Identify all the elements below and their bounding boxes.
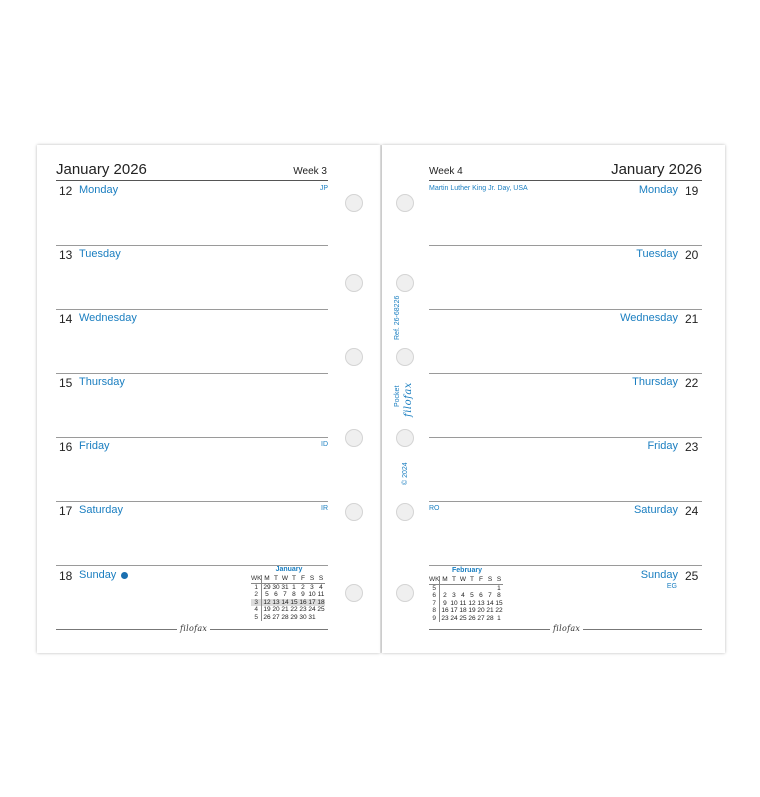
ring-hole <box>396 348 414 366</box>
day-name: Thursday <box>79 376 125 388</box>
mini-cal-cell: 30 <box>272 583 280 591</box>
day-name: Tuesday <box>79 248 121 260</box>
mini-cal-cell: 19 <box>468 607 476 614</box>
mini-cal-cell: 28 <box>486 614 494 622</box>
mini-cal-cell <box>467 584 476 592</box>
day-name: Monday <box>638 184 678 196</box>
mini-cal-cell: 25 <box>317 606 325 613</box>
mini-cal-cell: 5 <box>251 614 262 622</box>
day-divider <box>429 437 702 438</box>
mini-cal-cell: 16 <box>299 598 307 606</box>
mini-cal-cell: 6 <box>274 591 278 598</box>
mini-cal-header: WK <box>251 575 262 582</box>
mini-cal-cell: 31 <box>281 583 289 591</box>
mini-cal-cell: 24 <box>308 606 316 613</box>
ring-hole <box>345 584 363 602</box>
mini-cal-cell: 12 <box>263 598 271 606</box>
mini-cal-header: T <box>467 576 476 584</box>
day-divider <box>56 501 328 502</box>
mini-cal-cell: 18 <box>317 598 325 606</box>
mini-cal-cell: 22 <box>495 607 503 614</box>
mini-cal-cell: 12 <box>468 599 476 607</box>
day-name: Friday <box>647 440 678 452</box>
today-dot <box>121 572 128 579</box>
ring-hole <box>396 194 414 212</box>
spine-size: Pocket <box>394 385 401 407</box>
left-page <box>37 145 380 653</box>
day-number: 16 <box>59 440 73 454</box>
mini-cal-cell: 9 <box>429 615 440 623</box>
ring-hole <box>345 429 363 447</box>
mini-cal-cell: 5 <box>265 591 269 598</box>
mini-cal-cell: 8 <box>497 592 501 599</box>
header-rule <box>429 180 702 181</box>
mini-calendar-title: January <box>275 566 303 573</box>
mini-cal-header: WK <box>429 576 440 583</box>
mini-cal-cell: 24 <box>450 614 458 622</box>
day-divider <box>56 245 328 246</box>
day-name: Wednesday <box>79 312 137 324</box>
mini-cal-cell: 8 <box>429 607 440 615</box>
mini-cal-cell: 4 <box>461 592 465 599</box>
mini-cal-cell: 9 <box>443 599 447 607</box>
holiday-label: RO <box>429 505 440 512</box>
holiday-label: ID <box>321 441 328 448</box>
mini-cal-cell <box>316 614 325 622</box>
mini-cal-header: T <box>449 576 458 584</box>
mini-cal-header: S <box>316 575 325 583</box>
mini-cal-cell: 10 <box>308 591 316 598</box>
day-name: Monday <box>79 184 119 196</box>
mini-calendar <box>251 575 325 621</box>
mini-cal-cell <box>449 584 458 592</box>
ring-hole <box>396 584 414 602</box>
day-divider <box>429 245 702 246</box>
mini-cal-cell: 5 <box>470 592 474 599</box>
holiday-label: EG <box>666 583 677 590</box>
ring-hole <box>345 274 363 292</box>
mini-cal-cell: 20 <box>272 606 280 613</box>
day-divider <box>429 565 702 566</box>
day-number: 17 <box>59 504 73 518</box>
mini-cal-cell: 7 <box>429 600 440 608</box>
mini-cal-header: M <box>440 576 450 584</box>
mini-cal-cell: 27 <box>477 614 485 622</box>
mini-cal-cell: 30 <box>299 613 307 621</box>
mini-cal-header: M <box>262 575 272 583</box>
mini-cal-cell: 3 <box>251 599 262 607</box>
day-name: Sunday <box>79 569 117 581</box>
mini-cal-header: W <box>459 576 467 583</box>
month-title: January 2026 <box>611 161 702 178</box>
day-name: Saturday <box>633 504 678 516</box>
mini-cal-cell: 29 <box>290 613 298 621</box>
mini-cal-cell: 14 <box>486 599 494 607</box>
spine-logo: filofax <box>403 382 414 417</box>
mini-cal-cell: 13 <box>272 598 280 606</box>
ring-hole <box>396 429 414 447</box>
mini-cal-cell: 4 <box>251 606 262 614</box>
spine-ref: Ref. 26-68226 <box>394 295 401 340</box>
mini-cal-header: T <box>289 575 298 583</box>
mini-cal-cell: 17 <box>450 607 458 614</box>
mini-cal-cell: 7 <box>283 591 287 598</box>
mini-cal-cell: 3 <box>452 592 456 599</box>
mini-cal-cell: 1 <box>251 583 262 591</box>
mini-cal-cell: 19 <box>263 606 271 613</box>
holiday-label: IR <box>321 505 328 512</box>
mini-cal-cell: 20 <box>477 607 485 614</box>
mini-cal-cell: 23 <box>441 614 449 622</box>
mini-cal-cell: 3 <box>310 583 314 591</box>
mini-cal-cell: 27 <box>272 613 280 621</box>
header-rule <box>56 180 328 181</box>
mini-cal-cell: 2 <box>251 591 262 599</box>
mini-cal-header: F <box>298 575 307 583</box>
right-page <box>382 145 725 653</box>
ring-hole <box>396 503 414 521</box>
mini-calendar-title: February <box>452 567 482 574</box>
mini-cal-cell: 9 <box>301 591 305 598</box>
mini-cal-cell: 4 <box>319 583 323 591</box>
mini-cal-cell: 28 <box>281 613 289 621</box>
day-divider <box>429 309 702 310</box>
mini-cal-header: S <box>307 575 316 583</box>
mini-cal-cell: 22 <box>290 606 298 613</box>
week-label: Week 4 <box>429 166 463 177</box>
day-number: 14 <box>59 312 73 326</box>
mini-cal-header: S <box>485 576 494 584</box>
ring-hole <box>396 274 414 292</box>
mini-cal-cell: 6 <box>479 592 483 599</box>
mini-cal-cell: 23 <box>299 606 307 613</box>
mini-cal-cell: 29 <box>263 583 271 591</box>
mini-cal-cell <box>476 584 485 592</box>
footer-logo: filofax <box>550 624 583 633</box>
mini-cal-cell: 1 <box>497 584 501 592</box>
mini-cal-cell: 17 <box>308 598 316 606</box>
mini-cal-cell: 18 <box>459 607 467 614</box>
mini-cal-cell: 6 <box>429 592 440 600</box>
mini-cal-cell: 16 <box>441 607 449 614</box>
day-number: 24 <box>685 504 699 518</box>
holiday-label: JP <box>319 185 328 192</box>
day-name: Wednesday <box>620 312 678 324</box>
mini-cal-cell: 1 <box>292 583 296 591</box>
day-divider <box>56 373 328 374</box>
mini-calendar <box>429 576 503 622</box>
mini-cal-cell: 21 <box>486 607 494 614</box>
mini-cal-cell: 31 <box>308 613 316 621</box>
mini-cal-cell <box>485 584 494 592</box>
mini-cal-cell <box>440 584 450 592</box>
mini-cal-cell: 10 <box>450 599 458 607</box>
mini-cal-cell: 14 <box>281 598 289 606</box>
day-number: 13 <box>59 248 73 262</box>
day-number: 22 <box>685 376 699 390</box>
mini-cal-header: F <box>476 576 485 584</box>
day-number: 15 <box>59 376 73 390</box>
day-name: Sunday <box>640 569 678 581</box>
month-title: January 2026 <box>56 161 147 178</box>
mini-cal-header: S <box>494 576 503 584</box>
mini-cal-cell: 15 <box>290 598 298 606</box>
ring-hole <box>345 503 363 521</box>
spine-copyright: © 2024 <box>402 462 409 485</box>
day-number: 19 <box>685 184 699 198</box>
day-divider <box>429 501 702 502</box>
holiday-label: Martin Luther King Jr. Day, USA <box>429 185 528 192</box>
mini-cal-cell: 26 <box>468 614 476 622</box>
mini-cal-cell: 8 <box>292 591 296 598</box>
ring-hole <box>345 348 363 366</box>
mini-cal-cell: 11 <box>459 599 467 607</box>
day-name: Tuesday <box>636 248 678 260</box>
mini-cal-cell: 25 <box>459 614 467 622</box>
day-name: Friday <box>79 440 110 452</box>
mini-cal-cell: 13 <box>477 599 485 607</box>
mini-cal-cell: 2 <box>301 583 305 591</box>
mini-cal-cell: 11 <box>317 591 325 598</box>
day-divider <box>429 373 702 374</box>
day-number: 25 <box>685 569 699 583</box>
ring-hole <box>345 194 363 212</box>
mini-cal-cell: 1 <box>497 614 501 622</box>
day-name: Thursday <box>632 376 678 388</box>
mini-cal-cell: 5 <box>429 584 440 592</box>
day-number: 23 <box>685 440 699 454</box>
mini-cal-cell: 7 <box>488 592 492 599</box>
footer-logo: filofax <box>177 624 210 633</box>
mini-cal-cell <box>458 584 467 592</box>
mini-cal-header: T <box>271 575 280 583</box>
day-number: 12 <box>59 184 73 198</box>
mini-cal-cell: 15 <box>495 599 503 607</box>
week-label: Week 3 <box>293 166 327 177</box>
day-name: Saturday <box>79 504 124 516</box>
mini-cal-cell: 2 <box>443 592 447 599</box>
mini-cal-cell: 26 <box>263 613 271 621</box>
day-divider <box>56 309 328 310</box>
day-divider <box>56 437 328 438</box>
day-number: 21 <box>685 312 699 326</box>
day-number: 20 <box>685 248 699 262</box>
mini-cal-header: W <box>281 575 289 582</box>
day-number: 18 <box>59 569 73 583</box>
mini-cal-cell: 21 <box>281 606 289 613</box>
